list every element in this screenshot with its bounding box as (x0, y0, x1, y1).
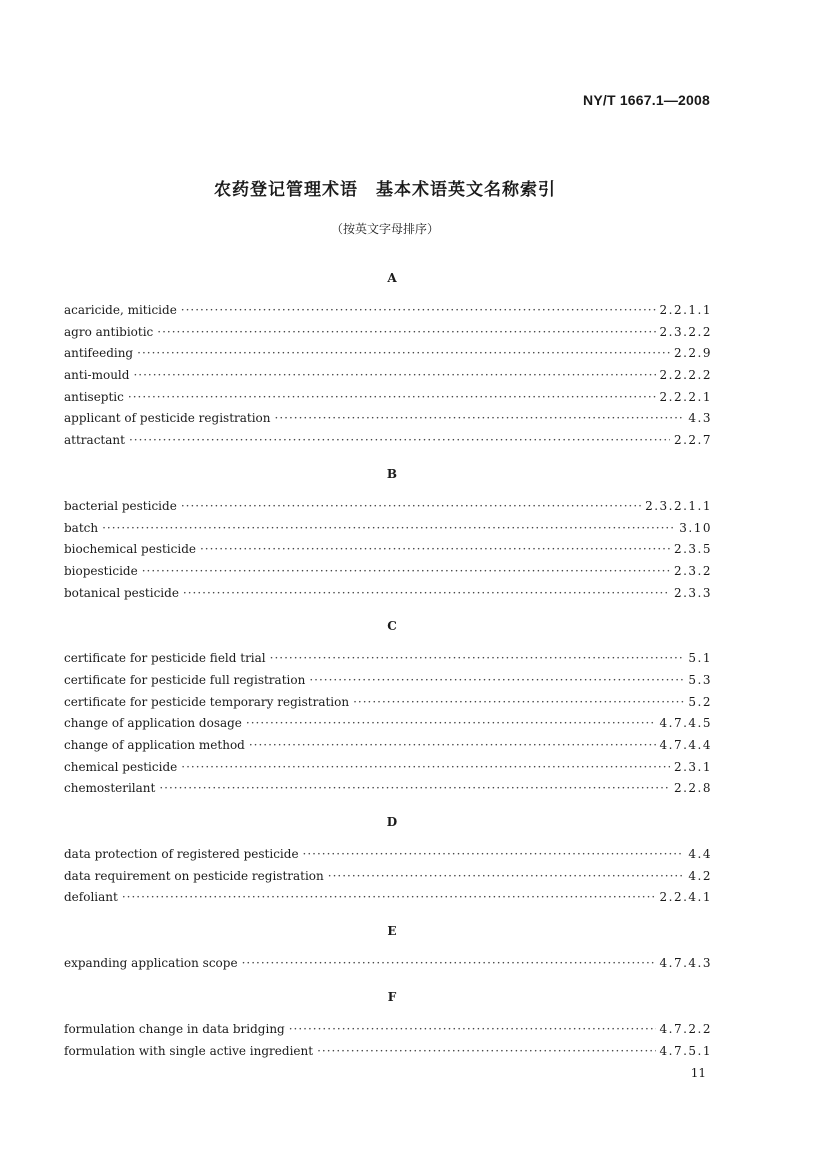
index-entry (64, 887, 712, 909)
leader-dots (270, 648, 685, 670)
entry-reference: 2.3.2.2 (659, 324, 712, 339)
leader-dots (181, 496, 641, 518)
entry-reference: 5.1 (688, 651, 712, 666)
entry-list (64, 953, 712, 975)
section-letter: D (386, 815, 398, 830)
entry-reference: 2.2.9 (673, 346, 712, 361)
section-letter: F (387, 989, 397, 1004)
leader-dots (353, 692, 684, 714)
section-letter: B (386, 466, 398, 481)
index-entry (64, 496, 712, 518)
entry-reference: 2.3.2 (673, 563, 712, 578)
entry-reference: 4.3 (688, 411, 712, 426)
leader-dots (328, 866, 685, 888)
leader-dots (183, 583, 670, 605)
entry-term: expanding application scope (64, 956, 238, 971)
index-section (64, 923, 712, 975)
index-entry (64, 387, 712, 409)
entry-term: attractant (64, 433, 125, 448)
index-entry (64, 1041, 712, 1063)
index-entry (64, 670, 712, 692)
leader-dots (317, 1041, 655, 1063)
index-entry (64, 648, 712, 670)
entry-list (64, 300, 712, 452)
leader-dots (159, 778, 670, 800)
leader-dots (181, 300, 656, 322)
entry-term: data requirement on pesticide registration (64, 868, 324, 883)
index-entry (64, 757, 712, 779)
leader-dots (129, 430, 670, 452)
entry-reference: 4.7.4.5 (659, 716, 712, 731)
index-entry (64, 735, 712, 757)
entry-term: certificate for pesticide field trial (64, 651, 266, 666)
index-entry (64, 322, 712, 344)
entry-reference: 2.2.7 (673, 433, 712, 448)
entry-term: botanical pesticide (64, 585, 179, 600)
entry-term: applicant of pesticide registration (64, 411, 271, 426)
entry-reference: 2.3.1 (673, 759, 712, 774)
entry-list (64, 496, 712, 604)
index-entry (64, 713, 712, 735)
page-number: 11 (690, 1066, 706, 1080)
index-entry (64, 408, 712, 430)
index-section (64, 989, 712, 1062)
entry-reference: 4.7.5.1 (659, 1043, 712, 1058)
page-subtitle: （按英文字母排序） (330, 222, 439, 236)
index-entry (64, 583, 712, 605)
leader-dots (142, 561, 670, 583)
entry-reference: 2.3.5 (673, 542, 712, 557)
leader-dots (137, 343, 670, 365)
index-section (64, 466, 712, 604)
leader-dots (102, 518, 675, 540)
entry-term: formulation with single active ingredient (64, 1043, 314, 1058)
entry-term: batch (64, 520, 99, 535)
leader-dots (303, 844, 685, 866)
entry-term: chemosterilant (64, 781, 156, 796)
index-section (64, 270, 712, 452)
entry-reference: 4.7.4.4 (659, 738, 712, 752)
index-entry (64, 844, 712, 866)
section-letter: A (387, 271, 397, 285)
index-entry (64, 778, 712, 800)
entry-reference: 2.2.2.1 (659, 389, 712, 404)
index-entry (64, 365, 712, 387)
entry-term: agro antibiotic (64, 324, 154, 339)
entry-list (64, 648, 712, 800)
index-entry (64, 518, 712, 540)
entry-term: acaricide, miticide (64, 303, 177, 317)
index-entry (64, 430, 712, 452)
index-entry (64, 953, 712, 975)
leader-dots (249, 735, 656, 757)
term-index (64, 270, 712, 1062)
entry-reference: 3.10 (679, 520, 712, 535)
entry-term: certificate for pesticide temporary registration (64, 694, 350, 709)
entry-reference: 5.3 (688, 672, 712, 687)
leader-dots (128, 387, 656, 409)
index-entry (64, 692, 712, 714)
entry-list (64, 844, 712, 909)
entry-reference: 2.2.4.1 (659, 890, 712, 905)
index-entry (64, 1019, 712, 1041)
standard-number: NY/T 1667.1—2008 (583, 92, 710, 108)
entry-reference: 4.2 (688, 868, 712, 883)
entry-reference: 2.2.8 (673, 781, 712, 796)
section-letter: E (387, 924, 397, 939)
page-title: 农药登记管理术语 基本术语英文名称索引 (214, 180, 556, 200)
leader-dots (242, 953, 656, 975)
leader-dots (181, 757, 670, 779)
entry-reference: 2.2.1.1 (659, 303, 712, 317)
leader-dots (309, 670, 684, 692)
entry-reference: 5.2 (688, 694, 712, 709)
entry-term: change of application dosage (64, 716, 242, 731)
entry-reference: 4.7.2.2 (659, 1021, 712, 1036)
leader-dots (246, 713, 656, 735)
leader-dots (122, 887, 656, 909)
entry-reference: 4.4 (688, 847, 712, 862)
entry-list (64, 1019, 712, 1062)
entry-term: formulation change in data bridging (64, 1021, 285, 1036)
entry-reference: 4.7.4.3 (659, 956, 712, 971)
index-entry (64, 539, 712, 561)
entry-reference: 2.3.3 (673, 585, 712, 600)
entry-term: antiseptic (64, 389, 124, 404)
entry-term: biochemical pesticide (64, 542, 196, 557)
entry-term: biopesticide (64, 563, 138, 578)
index-entry (64, 561, 712, 583)
index-entry (64, 300, 712, 322)
entry-term: anti-mould (64, 368, 130, 383)
leader-dots (275, 408, 685, 430)
index-entry (64, 866, 712, 888)
index-entry (64, 343, 712, 365)
entry-reference: 2.2.2.2 (659, 368, 712, 383)
entry-term: bacterial pesticide (64, 498, 177, 513)
index-section (64, 814, 712, 909)
entry-term: certificate for pesticide full registration (64, 672, 306, 687)
leader-dots (157, 322, 655, 344)
leader-dots (133, 365, 655, 387)
index-section (64, 618, 712, 800)
entry-term: change of application method (64, 738, 245, 752)
leader-dots (200, 539, 670, 561)
entry-term: defoliant (64, 890, 118, 905)
entry-term: data protection of registered pesticide (64, 847, 299, 862)
section-letter: C (387, 619, 397, 634)
entry-term: antifeeding (64, 346, 134, 361)
entry-term: chemical pesticide (64, 759, 178, 774)
leader-dots (289, 1019, 656, 1041)
entry-reference: 2.3.2.1.1 (645, 498, 712, 513)
